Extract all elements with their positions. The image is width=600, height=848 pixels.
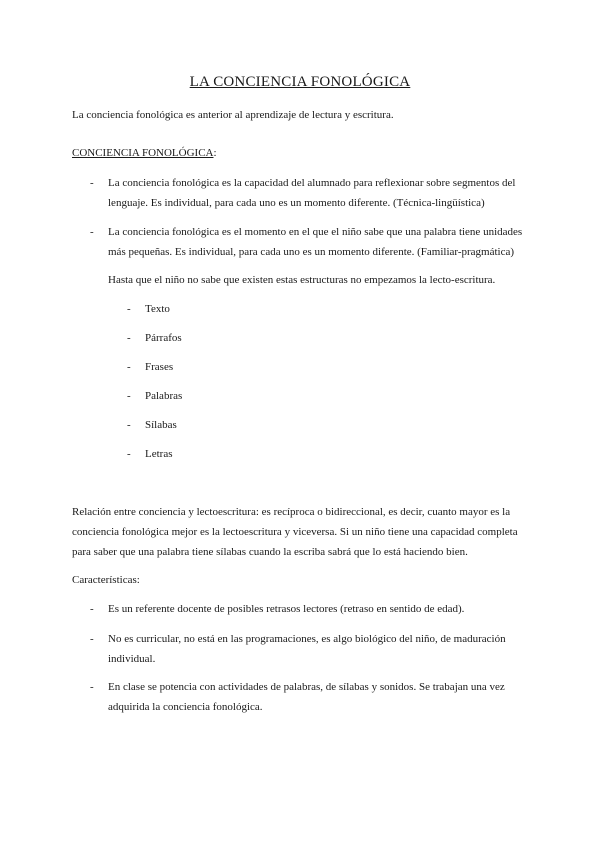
structures-intro: Hasta que el niño no sabe que existen estas estructuras no empezamos la lecto-escritura. bbox=[108, 274, 496, 286]
structure-text: Letras bbox=[145, 448, 173, 460]
bullet-marker: - bbox=[90, 177, 94, 189]
bullet-marker: - bbox=[127, 448, 131, 460]
bullet-marker: - bbox=[127, 303, 131, 315]
characteristics-label: Características: bbox=[72, 574, 140, 586]
structure-text: Texto bbox=[145, 303, 170, 315]
page-title: LA CONCIENCIA FONOLÓGICA bbox=[189, 74, 411, 90]
structure-text: Frases bbox=[145, 361, 174, 373]
intro-paragraph: La conciencia fonológica es anterior al aprendizaje de lectura y escritura. bbox=[72, 109, 394, 121]
bullet-marker: - bbox=[90, 603, 94, 615]
section-heading-text: CONCIENCIA FONOLÓGICA bbox=[72, 147, 214, 159]
section-heading bbox=[72, 143, 532, 163]
bullet-marker: - bbox=[127, 419, 131, 431]
structure-text: Párrafos bbox=[145, 332, 182, 344]
structure-text: Palabras bbox=[145, 390, 183, 402]
bullet-text: La conciencia fonológica es el momento en el que el niño sabe que una palabra tiene unidades más pequeñas. Es individual, para cada uno es un momento diferente. (Familiar-pragmática) bbox=[108, 226, 523, 258]
structure-text: Sílabas bbox=[145, 419, 177, 431]
characteristic-text: En clase se potencia con actividades de palabras, de sílabas y sonidos. Se trabajan una vez adquirida la conciencia fonológica. bbox=[108, 681, 505, 713]
bullet-marker: - bbox=[127, 332, 131, 344]
bullet-marker: - bbox=[127, 361, 131, 373]
bullet-marker: - bbox=[90, 633, 94, 645]
characteristic-text: Es un referente docente de posibles retrasos lectores (retraso en sentido de edad). bbox=[108, 603, 465, 615]
bullet-marker: - bbox=[90, 226, 94, 238]
characteristic-text: No es curricular, no está en las programaciones, es algo biológico del niño, de maduración individual. bbox=[108, 633, 506, 665]
bullet-marker: - bbox=[90, 681, 94, 693]
bullet-text: La conciencia fonológica es la capacidad del alumnado para reflexionar sobre segmentos del lenguaje. Es individual, para cada uno es un momento diferente. (Técnica-lingüística) bbox=[108, 177, 516, 209]
section-heading-colon: : bbox=[213, 147, 217, 159]
relation-paragraph: Relación entre conciencia y lectoescritura: es recíproca o bidireccional, es decir, cuanto mayor es la conciencia fonológica mejor es la lectoescritura y viceversa. Si un niño tiene una capacidad completa para saber que una palabra tiene sílabas cuando la escriba sabrá que lo está haciendo bien. bbox=[72, 506, 518, 558]
bullet-marker: - bbox=[127, 390, 131, 402]
